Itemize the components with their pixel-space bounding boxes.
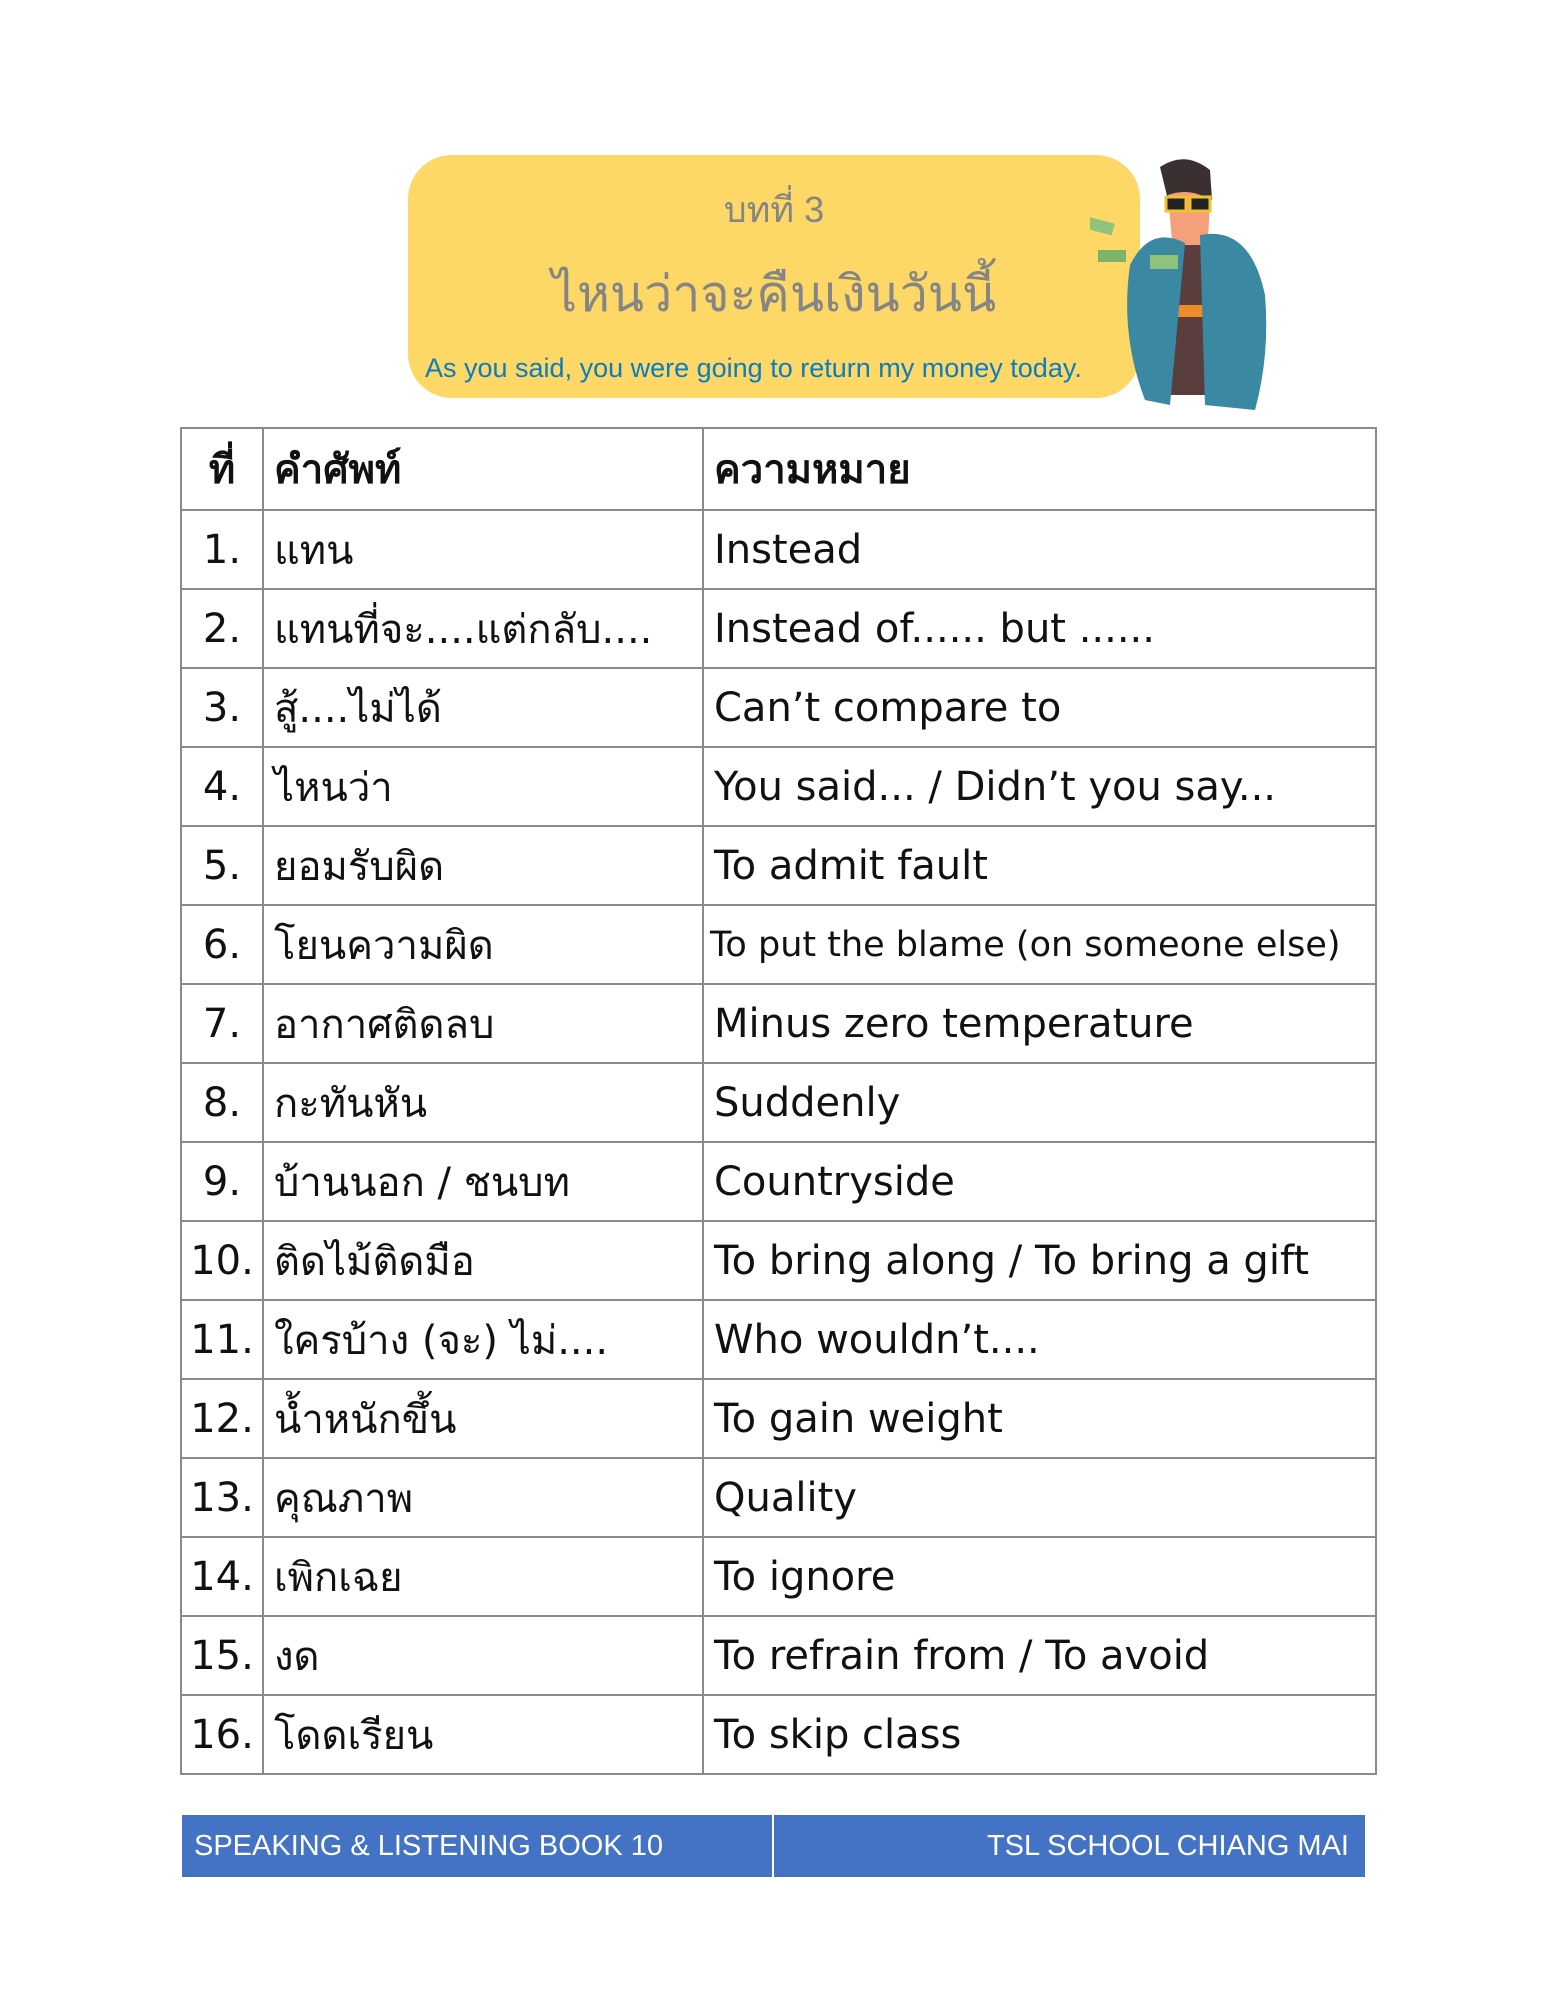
row-number: 6. [181, 905, 263, 984]
row-number: 11. [181, 1300, 263, 1379]
thai-word: คุณภาพ [263, 1458, 703, 1537]
column-header-vocabulary: คำศัพท์ [263, 428, 703, 510]
thai-word: แทน [263, 510, 703, 589]
english-meaning: To admit fault [703, 826, 1376, 905]
column-header-number: ที่ [181, 428, 263, 510]
english-meaning: To gain weight [703, 1379, 1376, 1458]
table-row [181, 510, 1376, 589]
row-number: 4. [181, 747, 263, 826]
footer-book-title: SPEAKING & LISTENING BOOK 10 [182, 1815, 772, 1877]
lesson-number: บทที่ 3 [723, 189, 825, 230]
table-row [181, 1695, 1376, 1774]
english-meaning: You said... / Didn’t you say... [703, 747, 1376, 826]
table-row [181, 1537, 1376, 1616]
english-meaning: Who wouldn’t.... [703, 1300, 1376, 1379]
table-row [181, 1221, 1376, 1300]
row-number: 7. [181, 984, 263, 1063]
thai-word: บ้านนอก / ชนบท [263, 1142, 703, 1221]
thai-word: ยอมรับผิด [263, 826, 703, 905]
table-row [181, 905, 1376, 984]
english-meaning: To ignore [703, 1537, 1376, 1616]
thai-word: กะทันหัน [263, 1063, 703, 1142]
english-meaning: To skip class [703, 1695, 1376, 1774]
thai-word: น้ำหนักขึ้น [263, 1379, 703, 1458]
column-header-meaning: ความหมาย [703, 428, 1376, 510]
row-number: 3. [181, 668, 263, 747]
row-number: 16. [181, 1695, 263, 1774]
vocabulary-table [180, 427, 1377, 1775]
thai-word: งด [263, 1616, 703, 1695]
table-row [181, 1063, 1376, 1142]
footer-school-name: TSL SCHOOL CHIANG MAI [774, 1815, 1365, 1877]
thai-word: สู้....ไม่ได้ [263, 668, 703, 747]
row-number: 5. [181, 826, 263, 905]
table-header-row [181, 428, 1376, 510]
table-row [181, 1458, 1376, 1537]
row-number: 14. [181, 1537, 263, 1616]
row-number: 2. [181, 589, 263, 668]
thai-word: ไหนว่า [263, 747, 703, 826]
table-row [181, 1616, 1376, 1695]
table-row [181, 1379, 1376, 1458]
english-meaning: Minus zero temperature [703, 984, 1376, 1063]
thai-word: ใครบ้าง (จะ) ไม่.... [263, 1300, 703, 1379]
english-meaning: Quality [703, 1458, 1376, 1537]
row-number: 13. [181, 1458, 263, 1537]
thai-word: ติดไม้ติดมือ [263, 1221, 703, 1300]
english-meaning: Suddenly [703, 1063, 1376, 1142]
english-meaning: Countryside [703, 1142, 1376, 1221]
table-row [181, 747, 1376, 826]
lesson-banner [408, 155, 1140, 398]
english-meaning: Can’t compare to [703, 668, 1376, 747]
english-meaning: Instead [703, 510, 1376, 589]
row-number: 9. [181, 1142, 263, 1221]
table-row [181, 826, 1376, 905]
table-row [181, 589, 1376, 668]
table-row [181, 984, 1376, 1063]
man-in-fur-coat-illustration [1090, 155, 1280, 415]
thai-word: แทนที่จะ....แต่กลับ.... [263, 589, 703, 668]
lesson-title: ไหนว่าจะคืนเงินวันนี้ [551, 266, 997, 322]
english-meaning: To bring along / To bring a gift [703, 1221, 1376, 1300]
row-number: 1. [181, 510, 263, 589]
lesson-subtitle: As you said, you were going to return my money today. [425, 353, 1082, 383]
row-number: 12. [181, 1379, 263, 1458]
table-row [181, 1142, 1376, 1221]
thai-word: อากาศติดลบ [263, 984, 703, 1063]
table-row [181, 668, 1376, 747]
thai-word: โยนความผิด [263, 905, 703, 984]
thai-word: เพิกเฉย [263, 1537, 703, 1616]
row-number: 8. [181, 1063, 263, 1142]
english-meaning: Instead of...... but ...... [703, 589, 1376, 668]
english-meaning: To put the blame (on someone else) [703, 905, 1376, 984]
thai-word: โดดเรียน [263, 1695, 703, 1774]
table-row [181, 1300, 1376, 1379]
english-meaning: To refrain from / To avoid [703, 1616, 1376, 1695]
row-number: 15. [181, 1616, 263, 1695]
row-number: 10. [181, 1221, 263, 1300]
